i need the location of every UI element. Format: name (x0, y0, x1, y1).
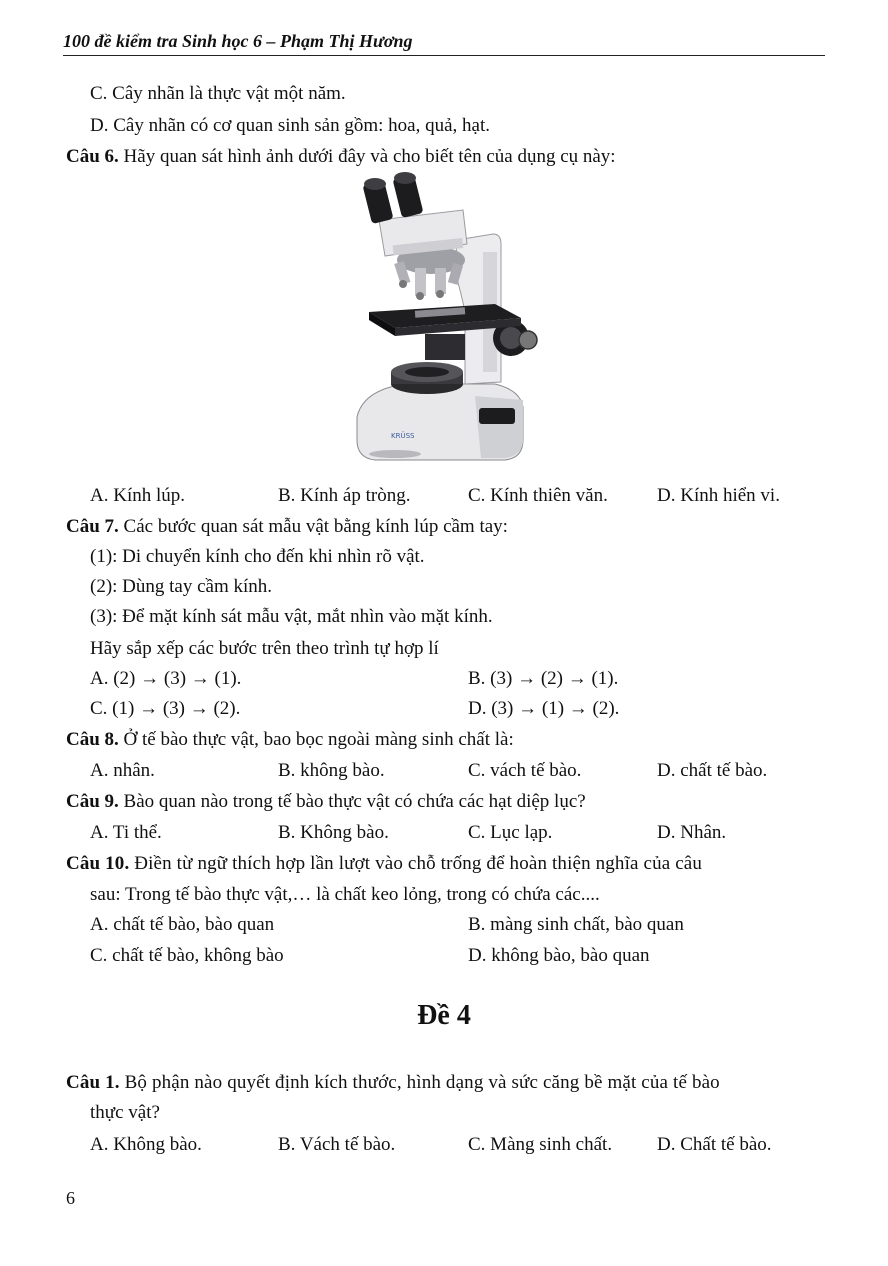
q6-option-b: B. Kính áp tròng. (278, 485, 411, 506)
question-label: Câu 10. (66, 853, 130, 874)
q6-option-d: D. Kính hiển vi. (657, 485, 780, 506)
section-title: Đề 4 (417, 1000, 471, 1031)
q7-option-d: D. (3) → (1) → (2). (468, 698, 620, 719)
q8-option-d: D. chất tế bào. (657, 760, 768, 781)
q7-option-c: C. (1) → (3) → (2). (90, 698, 241, 719)
q6-option-a: A. Kính lúp. (90, 485, 185, 506)
question-6 (66, 145, 616, 169)
q9-option-a: A. Ti thể. (90, 822, 162, 843)
question-text: Bào quan nào trong tế bào thực vật có chứa các hạt diệp lục? (118, 791, 586, 812)
question-label: Câu 8. (66, 729, 119, 750)
question-label: Câu 6. (66, 146, 119, 167)
q10-option-a: A. chất tế bào, bào quan (90, 914, 275, 935)
de4-question-1-continued: thực vật? (90, 1102, 160, 1123)
q7-option-a: A. (2) → (3) → (1). (90, 668, 242, 689)
question-8 (66, 728, 514, 752)
question-9 (66, 790, 586, 814)
q6-option-c: C. Kính thiên văn. (468, 485, 608, 506)
q10-option-c: C. chất tế bào, không bào (90, 945, 284, 966)
brand-logo: KRÜSS (391, 432, 415, 440)
q9-option-c: C. Lục lạp. (468, 822, 553, 843)
question-10 (66, 852, 702, 876)
question-label: Câu 7. (66, 516, 119, 537)
page-number: 6 (66, 1188, 75, 1208)
question-text: Ở tế bào thực vật, bao bọc ngoài màng sinh chất là: (118, 729, 514, 750)
prev-option-c: C. Cây nhãn là thực vật một năm. (90, 83, 346, 104)
question-text: Bộ phận nào quyết định kích thước, hình dạng và sức căng bề mặt của tế bào (119, 1072, 720, 1093)
de4-question-1 (66, 1071, 720, 1095)
q9-option-d: D. Nhân. (657, 822, 727, 843)
q8-option-b: B. không bào. (278, 760, 385, 781)
page-header: 100 đề kiểm tra Sinh học 6 – Phạm Thị Hương (63, 31, 825, 56)
question-label: Câu 1. (66, 1072, 120, 1093)
microscope-image (345, 172, 547, 470)
q7-step-2: (2): Dùng tay cầm kính. (90, 576, 273, 597)
question-10-continued: sau: Trong tế bào thực vật,… là chất keo lỏng, trong có chứa các.... (90, 884, 600, 905)
q7-step-1: (1): Di chuyển kính cho đến khi nhìn rõ vật. (90, 546, 425, 567)
q7-option-b: B. (3) → (2) → (1). (468, 668, 619, 689)
q9-option-b: B. Không bào. (278, 822, 389, 843)
q10-option-d: D. không bào, bào quan (468, 945, 650, 966)
de4-q1-option-b: B. Vách tế bào. (278, 1134, 396, 1155)
question-text: Hãy quan sát hình ảnh dưới đây và cho biết tên của dụng cụ này: (118, 146, 616, 167)
q8-option-a: A. nhân. (90, 760, 155, 781)
q10-option-b: B. màng sinh chất, bào quan (468, 914, 684, 935)
de4-q1-option-c: C. Màng sinh chất. (468, 1134, 613, 1155)
prev-option-d: D. Cây nhãn có cơ quan sinh sản gồm: hoa, quả, hạt. (90, 115, 490, 136)
de4-q1-option-a: A. Không bào. (90, 1134, 202, 1155)
question-7 (66, 515, 508, 539)
question-text: Điền từ ngữ thích hợp lần lượt vào chỗ trống để hoàn thiện nghĩa của câu (129, 853, 703, 874)
question-label: Câu 9. (66, 791, 119, 812)
q7-step-3: (3): Để mặt kính sát mẫu vật, mắt nhìn vào mặt kính. (90, 606, 493, 627)
q8-option-c: C. vách tế bào. (468, 760, 582, 781)
question-text: Các bước quan sát mẫu vật bằng kính lúp cầm tay: (118, 516, 508, 537)
de4-q1-option-d: D. Chất tế bào. (657, 1134, 772, 1155)
q7-instruction: Hãy sắp xếp các bước trên theo trình tự hợp lí (90, 638, 439, 659)
